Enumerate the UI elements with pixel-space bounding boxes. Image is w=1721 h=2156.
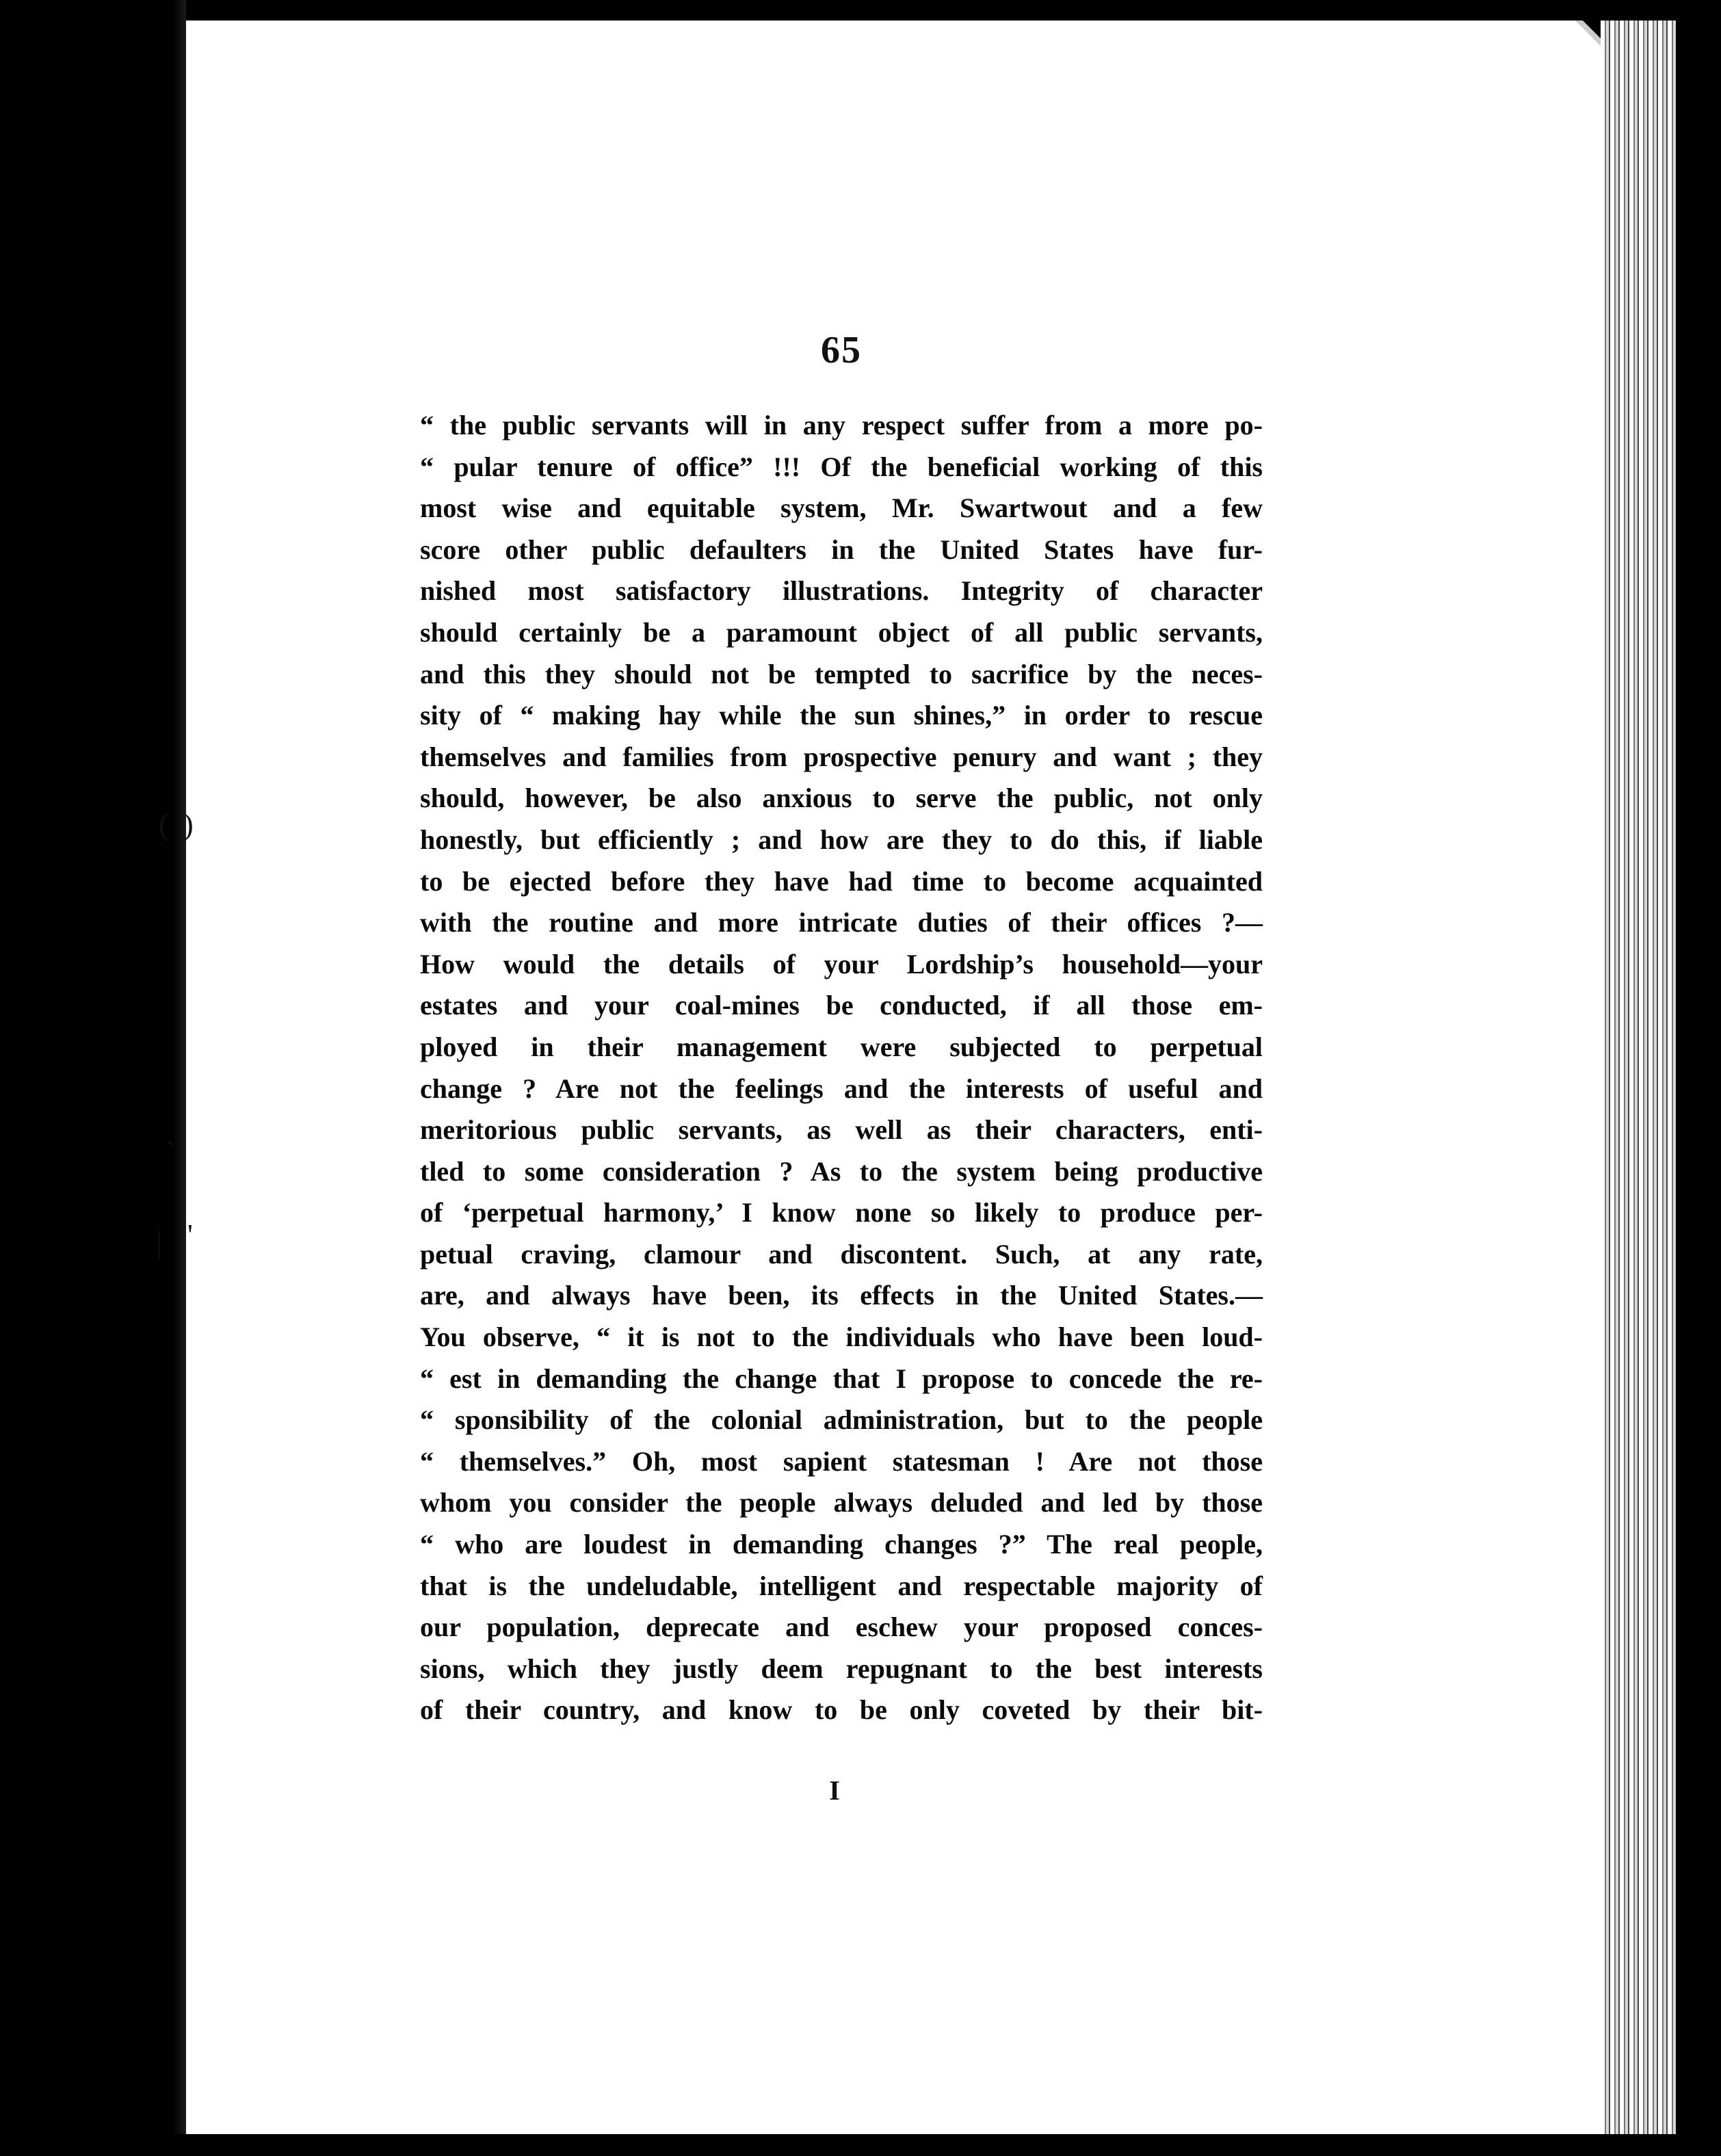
body-text [420,405,1263,1731]
scan-right-border [1676,0,1721,2156]
gutter-mark: ˋ [166,1136,176,1170]
text-line: ployed in their management were subjected to perpetual [420,1031,1263,1062]
text-line: and this they should not be tempted to sacrifice by the neces- [420,658,1263,689]
gutter-mark: ) [183,808,194,841]
text-line: tled to some consideration ? As to the system being productive [420,1155,1263,1187]
text-line: honestly, but efficiently ; and how are they to do this, if liable [420,824,1263,855]
text-line: nished most satisfactory illustrations. Integrity of character [420,575,1263,607]
text-line: “ sponsibility of the colonial administration, but to the people [420,1404,1263,1436]
text-line: “ the public servants will in any respect suffer from a more po- [420,410,1263,441]
gutter-mark: | [156,1225,162,1259]
text-line: with the routine and more intricate duties of their offices ?— [420,907,1263,938]
gutter-mark: ' [187,1218,193,1252]
text-line: are, and always have been, its effects in the United States.— [420,1280,1263,1311]
gutter-marks [145,807,207,1286]
text-line: themselves and families from prospective penury and want ; they [420,741,1263,772]
text-line: should certainly be a paramount object of all public servants, [420,616,1263,648]
text-line: most wise and equitable system, Mr. Swartwout and a few [420,492,1263,524]
text-line: You observe, “ it is not to the individuals who have been loud- [420,1322,1263,1353]
text-line: whom you consider the people always deluded and led by those [420,1487,1263,1519]
text-line: score other public defaulters in the United States have fur- [420,534,1263,565]
text-line: “ who are loudest in demanding changes ?” The real people, [420,1529,1263,1560]
text-line: “ themselves.” Oh, most sapient statesman ! Are not those [420,1445,1263,1477]
scan-bottom-border [0,2134,1721,2156]
text-line: of their country, and know to be only coveted by their bit- [420,1694,1263,1726]
text-line: “ pular tenure of office” !!! Of the beneficial working of this [420,451,1263,482]
signature-mark: I [829,1775,840,1806]
text-line: that is the undeludable, intelligent and respectable majority of [420,1570,1263,1601]
text-line: of ‘perpetual harmony,’ I know none so likely to produce per- [420,1197,1263,1228]
gutter-mark: ( [159,808,169,841]
text-line: sity of “ making hay while the sun shines,” in order to rescue [420,700,1263,731]
text-line: change ? Are not the feelings and the interests of useful and [420,1073,1263,1104]
text-line: our population, deprecate and eschew your proposed conces- [420,1612,1263,1643]
text-line: petual craving, clamour and discontent. Such, at any rate, [420,1238,1263,1270]
text-line: “ est in demanding the change that I propose to concede the re- [420,1363,1263,1394]
text-line: sions, which they justly deem repugnant to the best interests [420,1653,1263,1684]
text-line: should, however, be also anxious to serve the public, not only [420,783,1263,814]
text-line: How would the details of your Lordship’s household—your [420,948,1263,980]
text-line: to be ejected before they have had time to become acquainted [420,865,1263,897]
text-line: estates and your coal-mines be conducted, if all those em- [420,990,1263,1021]
text-line: meritorious public servants, as well as their characters, enti- [420,1114,1263,1146]
page-stack-edge [1601,21,1676,2134]
page-number: 65 [821,329,862,371]
